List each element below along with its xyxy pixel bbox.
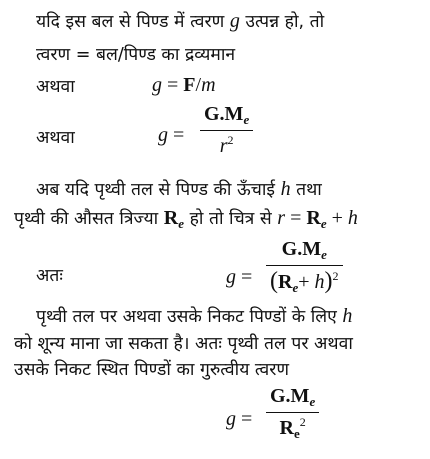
text-line-6: पृथ्वी की औसत त्रिज्या $R_e$ हो तो चित्र से $r = R_e + h$: [14, 207, 358, 231]
text-line-10: उसके निकट स्थित पिण्डों का गुरुत्वीय त्वरण: [14, 360, 290, 380]
text-line-5: अब यदि पृथ्वी तल से पिण्ड की ऊँचाई h तथा: [36, 178, 322, 200]
text-line-1: यदि इस बल से पिण्ड में त्वरण g उत्पन्न हो, तो: [36, 10, 325, 32]
text-line-2: त्वरण = बल/पिण्ड का द्रव्यमान: [36, 45, 236, 65]
fraction-bar: [266, 412, 319, 413]
equation-2-lhs: g =: [158, 124, 185, 146]
equation-2-fraction: [200, 103, 253, 158]
equation-4-denominator: $R_e^2$: [279, 415, 306, 441]
equation-2-numerator: $G.M_e$: [204, 103, 250, 127]
atah-label: अतः: [36, 266, 63, 286]
fraction-bar: [266, 265, 343, 266]
equation-3-fraction: [266, 238, 343, 296]
equation-g-f-m: g = F/m: [152, 74, 216, 96]
equation-4-fraction: [266, 385, 319, 442]
equation-3-denominator: $(R_e+ h)^2$: [270, 268, 339, 295]
equation-2-denominator: $r^2$: [219, 133, 234, 157]
equation-3-numerator: $G.M_e$: [281, 238, 327, 262]
equation-4-numerator: $G.M_e$: [270, 385, 316, 409]
equation-3-lhs: g =: [226, 266, 253, 288]
equation-4-lhs: g =: [226, 408, 253, 430]
text-line-8: पृथ्वी तल पर अथवा उसके निकट पिण्डों के लिए h: [36, 305, 353, 327]
athava-label-1: अथवा: [36, 77, 75, 97]
fraction-bar: [200, 130, 253, 131]
text-line-9: को शून्य माना जा सकता है। अतः पृथ्वी तल पर अथवा: [14, 334, 353, 354]
athava-label-2: अथवा: [36, 128, 75, 148]
